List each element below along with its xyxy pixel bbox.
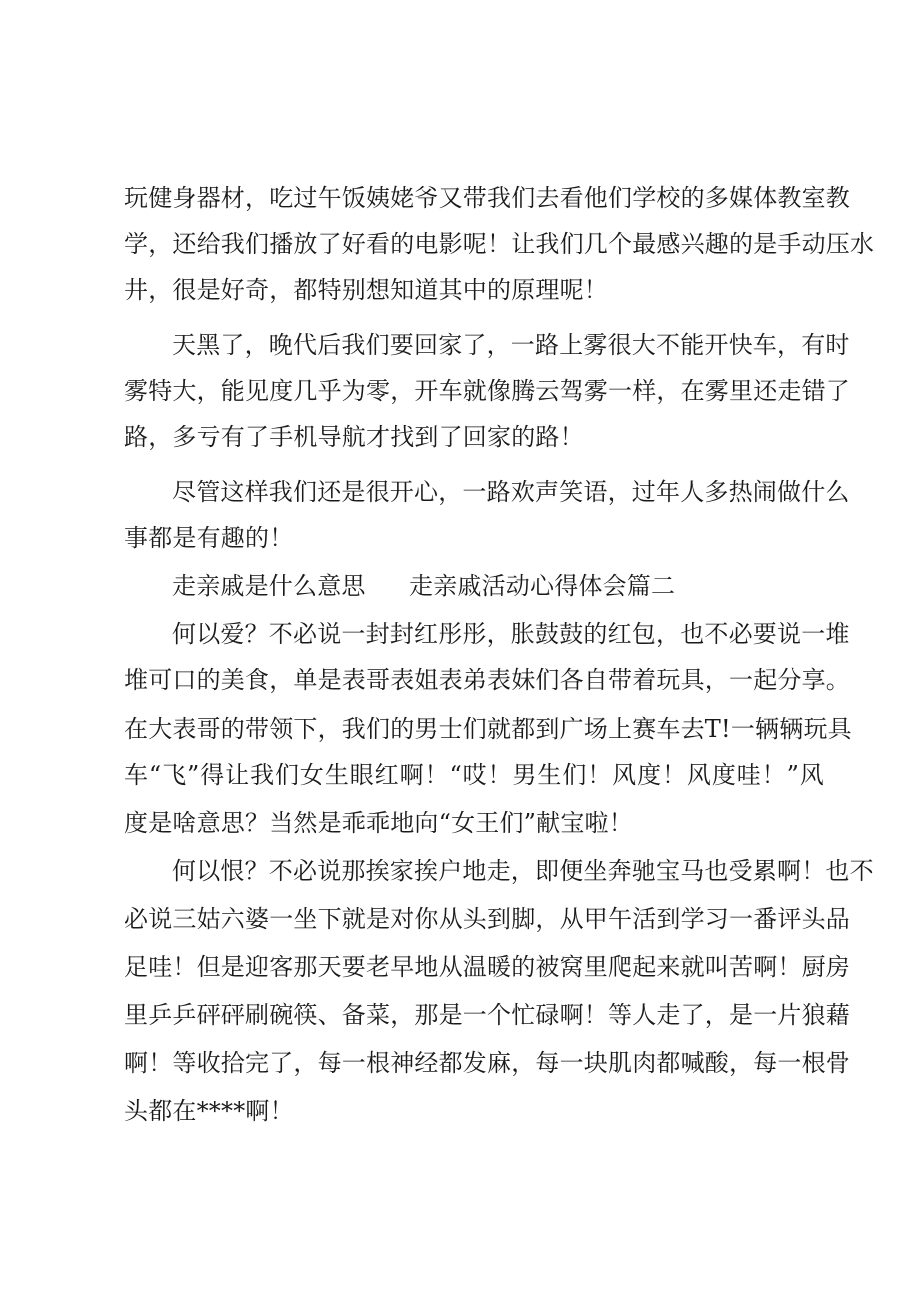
paragraph-line: 啊！等收拾完了，每一根神经都发麻，每一块肌肉都喊酸，每一根骨 <box>124 1049 850 1077</box>
paragraph-line: 井，很是好奇，都特别想知道其中的原理呢！ <box>124 276 608 304</box>
section-heading <box>172 563 824 609</box>
paragraph-line: 路，多亏有了手机导航才找到了回家的路！ <box>124 423 584 451</box>
paragraph-line: 堆可口的美食，单是表哥表姐表弟表妹们各自带着玩具，一起分享。 <box>124 666 850 694</box>
heading-right: 走亲戚活动心得体会篇二 <box>409 572 676 600</box>
paragraph-line: 雾特大，能见度几乎为零，开车就像腾云驾雾一样，在雾里还走错了 <box>124 377 850 405</box>
paragraph-line: 里乒乒砰砰刷碗筷、备菜，那是一个忙碌啊！等人走了，是一片狼藉 <box>124 1001 850 1029</box>
paragraph-line: 头都在****啊！ <box>124 1097 294 1125</box>
paragraph-line: 事都是有趣的！ <box>124 524 294 552</box>
paragraph-line: 玩健身器材，吃过午饭姨姥爷又带我们去看他们学校的多媒体教室教 <box>124 184 850 212</box>
paragraph-line: 车“飞”得让我们女生眼红啊！“哎！男生们！风度！风度哇！”风 <box>124 761 824 789</box>
paragraph-line: 度是啥意思？当然是乖乖地向“女王们”献宝啦！ <box>124 809 633 837</box>
paragraph-line: 足哇！但是迎客那天要老早地从温暖的被窝里爬起来就叫苦啊！厨房 <box>124 953 850 981</box>
paragraph-line: 何以恨？不必说那挨家挨户地走，即便坐奔驰宝马也受累啊！也不 <box>172 857 874 885</box>
paragraph-line: 必说三姑六婆一坐下就是对你从头到脚，从甲午活到学习一番评头品 <box>124 905 850 933</box>
paragraph-line: 学，还给我们播放了好看的电影呢！让我们几个最感兴趣的是手动压水 <box>124 230 875 258</box>
paragraph-line: 在大表哥的带领下，我们的男士们就都到广场上赛车去T!一辆辆玩具 <box>124 715 852 743</box>
paragraph-line: 尽管这样我们还是很开心，一路欢声笑语，过年人多热闹做什么 <box>172 478 850 506</box>
heading-left: 走亲戚是什么意思 <box>172 572 366 600</box>
paragraph-line: 天黑了，晚代后我们要回家了，一路上雾很大不能开快车，有时 <box>172 331 850 359</box>
paragraph-line: 何以爱？不必说一封封红彤彤，胀鼓鼓的红包，也不必要说一堆 <box>172 620 850 648</box>
